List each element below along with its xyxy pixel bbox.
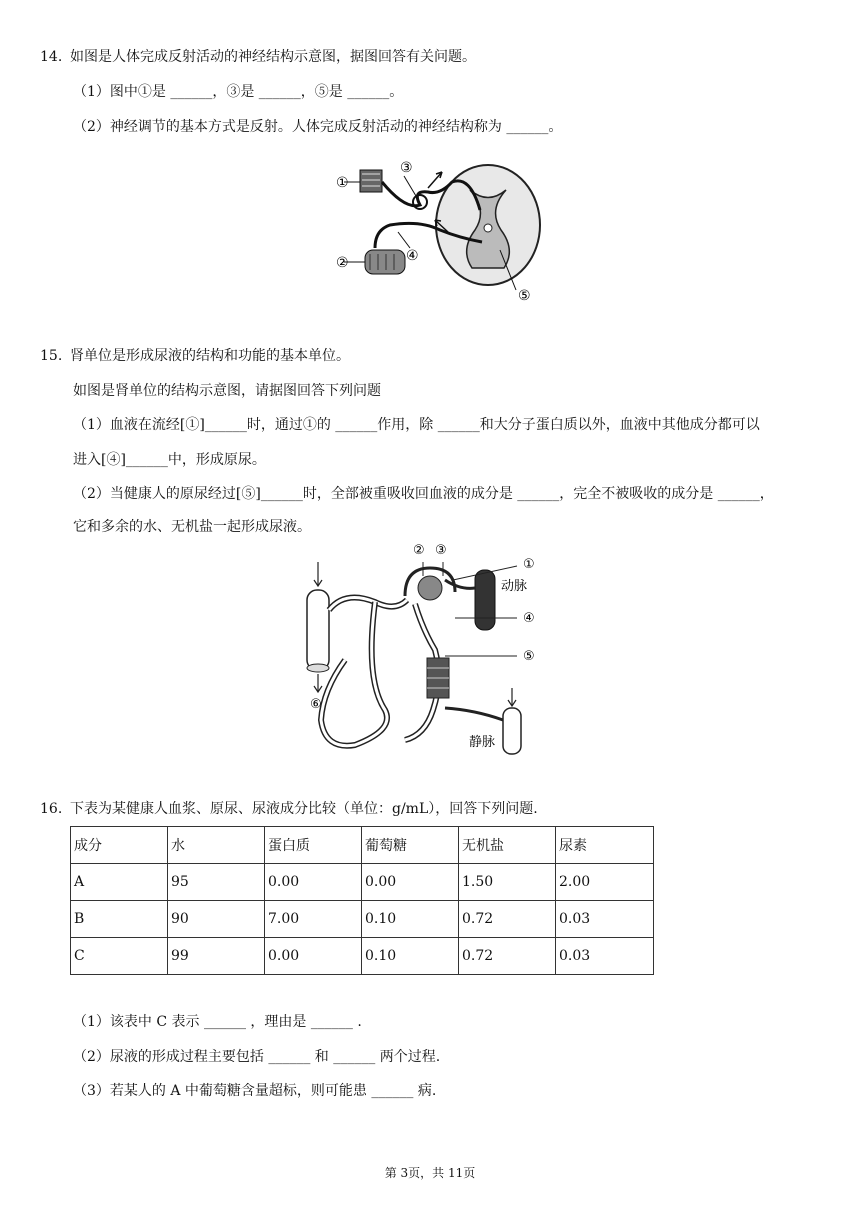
table-cell: 0.72 [459, 901, 556, 938]
table-cell: 1.50 [459, 864, 556, 901]
table-cell: B [71, 901, 168, 938]
table-cell: 2.00 [556, 864, 654, 901]
nephron-label-5: ⑤ [523, 649, 535, 664]
table-row [71, 864, 654, 901]
table-header-cell: 葡萄糖 [362, 827, 459, 864]
q16-number: 16. [40, 801, 63, 817]
table-cell: 0.10 [362, 938, 459, 975]
q15-intro: 如图是肾单位的结构示意图，请据图回答下列问题 [73, 383, 381, 399]
table-header-cell: 成分 [71, 827, 168, 864]
table-cell: 0.00 [362, 864, 459, 901]
q16-part3: （3）若某人的 A 中葡萄糖含量超标，则可能患 ______ 病. [73, 1083, 437, 1099]
reflex-label-2: ② [336, 255, 349, 271]
nephron-label-3: ③ [435, 543, 447, 558]
q15-stem [40, 346, 350, 366]
q16-stem [40, 799, 538, 819]
table-cell: 99 [168, 938, 265, 975]
table-cell: 95 [168, 864, 265, 901]
nephron-label-vein: 静脉 [469, 735, 496, 750]
table-cell: 0.00 [265, 864, 362, 901]
reflex-label-1: ① [336, 175, 349, 191]
q16-stem-text: 下表为某健康人血浆、原尿、尿液成分比较（单位：g/mL），回答下列问题. [70, 801, 538, 817]
q15-number: 15. [40, 348, 63, 364]
reflex-label-3: ③ [400, 160, 413, 176]
nephron-label-6: ⑥ [310, 697, 322, 712]
table-row [71, 901, 654, 938]
table-cell: C [71, 938, 168, 975]
nephron-figure [295, 540, 565, 760]
table-header-cell: 蛋白质 [265, 827, 362, 864]
table-cell: 0.03 [556, 938, 654, 975]
table-cell: A [71, 864, 168, 901]
q15-part2-line2: 它和多余的水、无机盐一起形成尿液。 [73, 519, 311, 535]
page-footer: 第 3页，共 11页 [384, 1166, 476, 1180]
nephron-label-4: ④ [523, 611, 535, 626]
table-cell: 0.03 [556, 901, 654, 938]
nephron-label-2: ② [413, 543, 425, 558]
table-header-row [71, 827, 654, 864]
q15-part2-line1: （2）当健康人的原尿经过[⑤]______时，全部被重吸收回血液的成分是 ______，完全不被吸收的成分是 ______， [73, 486, 774, 502]
q15-part1-line1: （1）血液在流经[①]______时，通过①的 ______作用，除 ______和大分子蛋白质以外，血液中其他成分都可以 [73, 417, 760, 433]
q14-stem-text: 如图是人体完成反射活动的神经结构示意图，据图回答有关问题。 [70, 49, 476, 65]
composition-table [70, 826, 654, 975]
table-row [71, 938, 654, 975]
table-header-cell: 尿素 [556, 827, 654, 864]
q14-part1: （1）图中①是 ______，③是 ______，⑤是 ______。 [73, 84, 404, 100]
reflex-label-5: ⑤ [518, 288, 531, 304]
table-header-cell: 水 [168, 827, 265, 864]
nephron-label-1: ① [523, 557, 535, 572]
table-header-cell: 无机盐 [459, 827, 556, 864]
table-cell: 0.00 [265, 938, 362, 975]
q14-number: 14. [40, 49, 63, 65]
q16-part2: （2）尿液的形成过程主要包括 ______ 和 ______ 两个过程. [73, 1049, 441, 1065]
table-cell: 0.72 [459, 938, 556, 975]
q15-stem-text: 肾单位是形成尿液的结构和功能的基本单位。 [70, 348, 350, 364]
table-cell: 7.00 [265, 901, 362, 938]
q14-stem [40, 47, 476, 67]
table-cell: 0.10 [362, 901, 459, 938]
q15-part1-line2: 进入[④]______中，形成原尿。 [73, 452, 266, 468]
q14-part2: （2）神经调节的基本方式是反射。人体完成反射活动的神经结构称为 ______。 [73, 119, 563, 135]
table-cell: 90 [168, 901, 265, 938]
reflex-label-4: ④ [406, 248, 419, 264]
nephron-label-artery: 动脉 [501, 579, 528, 594]
reflex-arc-figure [320, 150, 550, 310]
q16-part1: （1）该表中 C 表示 ______ ，理由是 ______ . [73, 1014, 362, 1030]
